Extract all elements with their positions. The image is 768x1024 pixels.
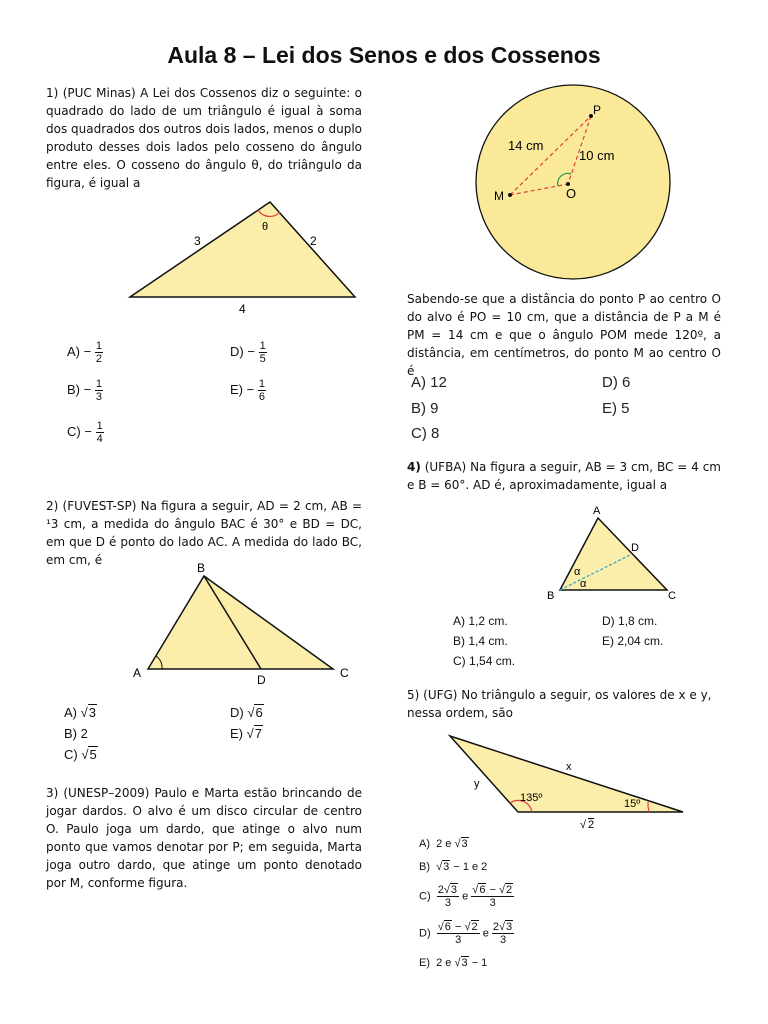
q5-triangle — [450, 736, 683, 812]
q3-label-p: P — [593, 103, 602, 117]
q1-side-left: 3 — [194, 234, 201, 248]
q4-label-d: D — [631, 542, 639, 554]
q5-label-x: x — [566, 761, 572, 773]
q2-option-e[interactable]: E) √7 — [230, 726, 262, 741]
q4-alpha-2: α — [580, 578, 587, 590]
q5-option-b[interactable]: B) √3 − 1 e 2 — [419, 861, 488, 873]
q4-option-d[interactable]: D) 1,8 cm. — [602, 614, 658, 628]
q3-statement: 3) (UNESP–2009) Paulo e Marta estão brincando de jogar dardos. O alvo é um disco circular de centro O. Paulo joga um dardo, que atinge o alvo num ponto que vamos denotar por P; em seguida, Marta joga outro dardo, que atinge um ponto denotado por M, conforme figura. — [46, 786, 362, 890]
q1-option-d[interactable]: D) − $\frac{1}{5}$ — [230, 340, 266, 365]
q2-statement: 2) (FUVEST-SP) Na figura a seguir, AD = 2 cm, AB = ¹3 cm, a medida do ângulo BAC é 30° e BD = DC, em que D é ponto do lado AC. A medida do lado BC, em cm, é — [46, 499, 362, 567]
q3-option-c[interactable]: C) 8 — [411, 425, 440, 442]
q2-label-c: C — [340, 666, 349, 680]
q3-statement-continued: Sabendo-se que a distância do ponto P ao centro O do alvo é PO = 10 cm, que a distância de P a M é PM = 14 cm e que o ângulo POM mede 120º, a distância, em centímetros, do ponto M ao centro O é — [407, 292, 721, 378]
q3-option-e[interactable]: E) 5 — [602, 400, 630, 417]
q4-option-a[interactable]: A) 1,2 cm. — [453, 614, 508, 628]
q2-label-a: A — [133, 666, 142, 680]
q1-angle-label: θ — [262, 221, 269, 233]
page-title: Aula 8 – Lei dos Senos e dos Cossenos — [167, 42, 601, 68]
q1-number: 1) — [46, 86, 59, 100]
q3-disk-figure — [455, 82, 695, 282]
q1-text: (PUC Minas) A Lei dos Cossenos diz o seguinte: o quadrado do lado de um triângulo é igual à soma dos quadrados dos outros dois lados, menos o duplo produto desses dois lados pelo cosseno do ângulo entre eles. O cosseno do ângulo θ, do triângulo da figura, é igual a — [46, 86, 362, 190]
q4-option-e[interactable]: E) 2,04 cm. — [602, 634, 664, 648]
q3-label-o: O — [566, 186, 577, 201]
q4-number: 4) — [407, 460, 421, 474]
q1-triangle — [130, 202, 355, 297]
q4-option-c[interactable]: C) 1,54 cm. — [453, 654, 516, 668]
q1-statement — [46, 84, 362, 192]
q2-triangle-figure — [128, 556, 358, 686]
q3-disk — [476, 85, 670, 279]
q3-label-po: 10 cm — [579, 148, 615, 163]
q2-triangle — [148, 576, 333, 669]
q5-label-base: 2 — [588, 819, 595, 831]
q1-triangle-figure — [120, 192, 370, 317]
q5-label-15: 15º — [624, 798, 641, 810]
q1-option-e[interactable]: E) − $\frac{1}{6}$ — [230, 378, 265, 403]
q2-option-d[interactable]: D) √6 — [230, 705, 263, 720]
q1-option-b[interactable]: B) − $\frac{1}{3}$ — [67, 378, 102, 403]
q3-option-a[interactable]: A) 12 — [411, 374, 447, 391]
q1-side-right: 2 — [310, 234, 317, 248]
q4-label-c: C — [668, 590, 676, 602]
q3-label-m: M — [494, 189, 504, 203]
q4-triangle-figure — [540, 500, 690, 605]
q3-option-b[interactable]: B) 9 — [411, 400, 439, 417]
q4-option-b[interactable]: B) 1,4 cm. — [453, 634, 508, 648]
q4-label-a: A — [593, 505, 601, 517]
q5-option-c[interactable]: C) $\frac{2√3}{3}$ e $\frac{√6 - √2}{3}$ — [419, 884, 513, 909]
q5-statement: 5) (UFG) No triângulo a seguir, os valores de x e y, nessa ordem, são — [407, 688, 712, 720]
q5-label-base-root: √ — [580, 819, 587, 831]
q4-statement — [407, 458, 721, 494]
q4-label-b: B — [547, 590, 555, 602]
q2-label-b: B — [197, 561, 206, 575]
q2-option-b[interactable]: B) 2 — [64, 726, 88, 741]
q2-option-a[interactable]: A) √3 — [64, 705, 96, 720]
q5-triangle-figure — [440, 728, 690, 833]
q3-label-pm: 14 cm — [508, 138, 544, 153]
q1-option-a[interactable]: A) − $\frac{1}{2}$ — [67, 340, 102, 365]
q2-option-c[interactable]: C) √5 — [64, 747, 97, 762]
q5-option-a[interactable]: A) 2 e √3 — [419, 838, 468, 850]
q2-label-d: D — [257, 673, 266, 686]
q4-text: (UFBA) Na figura a seguir, AB = 3 cm, BC = 4 cm e B = 60°. AD é, aproximadamente, igual a — [407, 460, 721, 492]
q5-label-y: y — [474, 778, 480, 790]
q1-option-c[interactable]: C) − $\frac{1}{4}$ — [67, 420, 103, 445]
q1-side-bottom: 4 — [239, 302, 246, 316]
q5-label-135: 135º — [520, 792, 543, 804]
q5-option-d[interactable]: D) $\frac{√6 - √2}{3}$ e $\frac{2√3}{3}$ — [419, 921, 513, 946]
q5-option-e[interactable]: E) 2 e √3 − 1 — [419, 957, 488, 969]
q4-alpha-1: α — [574, 566, 581, 578]
q4-triangle — [560, 518, 667, 590]
q3-option-d[interactable]: D) 6 — [602, 374, 631, 391]
